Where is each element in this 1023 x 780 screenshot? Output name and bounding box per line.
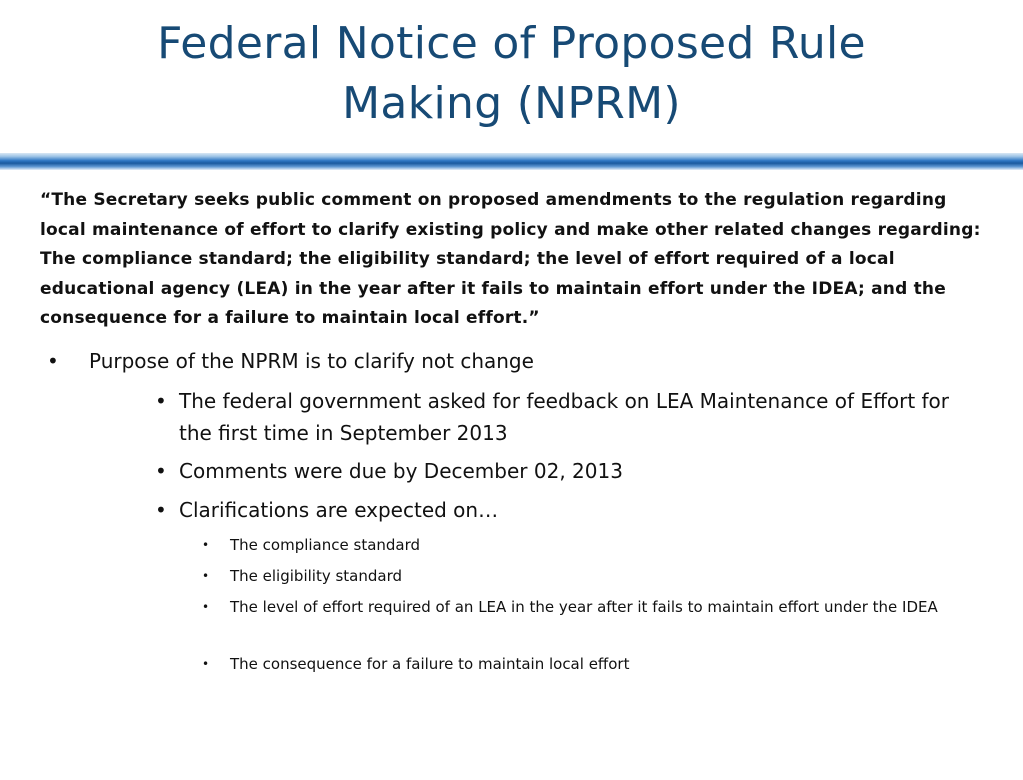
bullet-dot: • xyxy=(155,389,167,413)
bullet-dot: • xyxy=(155,459,167,483)
bullet-level2-text: Comments were due by December 02, 2013 xyxy=(179,459,623,483)
bullet-level3-effort-level xyxy=(202,595,992,620)
bullet-dot: • xyxy=(47,349,59,373)
bullet-dot: • xyxy=(202,538,210,552)
bullet-level3-consequence xyxy=(202,652,992,677)
bullet-dot: • xyxy=(155,498,167,522)
bullet-level1 xyxy=(47,346,987,376)
quote-paragraph: “The Secretary seeks public comment on proposed amendments to the regulation regarding local maintenance of effort to clarify existing policy and make other related changes regarding: The compliance standard; the eligibility standard; the level of effort required of a local educational agency (LEA) in the year after it fails to maintain effort under the IDEA; and the consequence for a failure to maintain local effort.” xyxy=(40,190,981,328)
slide-title-line-2: Making (NPRM) xyxy=(342,78,681,129)
bullet-level2-clarifications xyxy=(155,494,985,526)
bullet-level3-text: The consequence for a failure to maintain local effort xyxy=(230,655,630,673)
bullet-level3-text: The compliance standard xyxy=(230,536,421,554)
bullet-level2-feedback xyxy=(155,385,985,449)
bullet-level2-comments xyxy=(155,455,985,487)
bullet-level3-text: The eligibility standard xyxy=(230,567,403,585)
bullet-level3-text: The level of effort required of an LEA in the year after it fails to maintain effort under the IDEA xyxy=(230,598,938,616)
title-divider xyxy=(0,153,1023,170)
bullet-level1-text: Purpose of the NPRM is to clarify not change xyxy=(89,349,534,373)
bullet-level3-eligibility xyxy=(202,564,992,589)
bullet-dot: • xyxy=(202,569,210,583)
bullet-level3-compliance xyxy=(202,533,992,558)
bullet-dot: • xyxy=(202,657,210,671)
bullet-level2-text: The federal government asked for feedback on LEA Maintenance of Effort for the first time in September 2013 xyxy=(179,389,950,445)
bullet-level2-text: Clarifications are expected on… xyxy=(179,498,499,522)
slide-title-line-1: Federal Notice of Proposed Rule xyxy=(157,18,866,69)
slide-title xyxy=(0,14,1023,134)
bullet-dot: • xyxy=(202,600,210,614)
